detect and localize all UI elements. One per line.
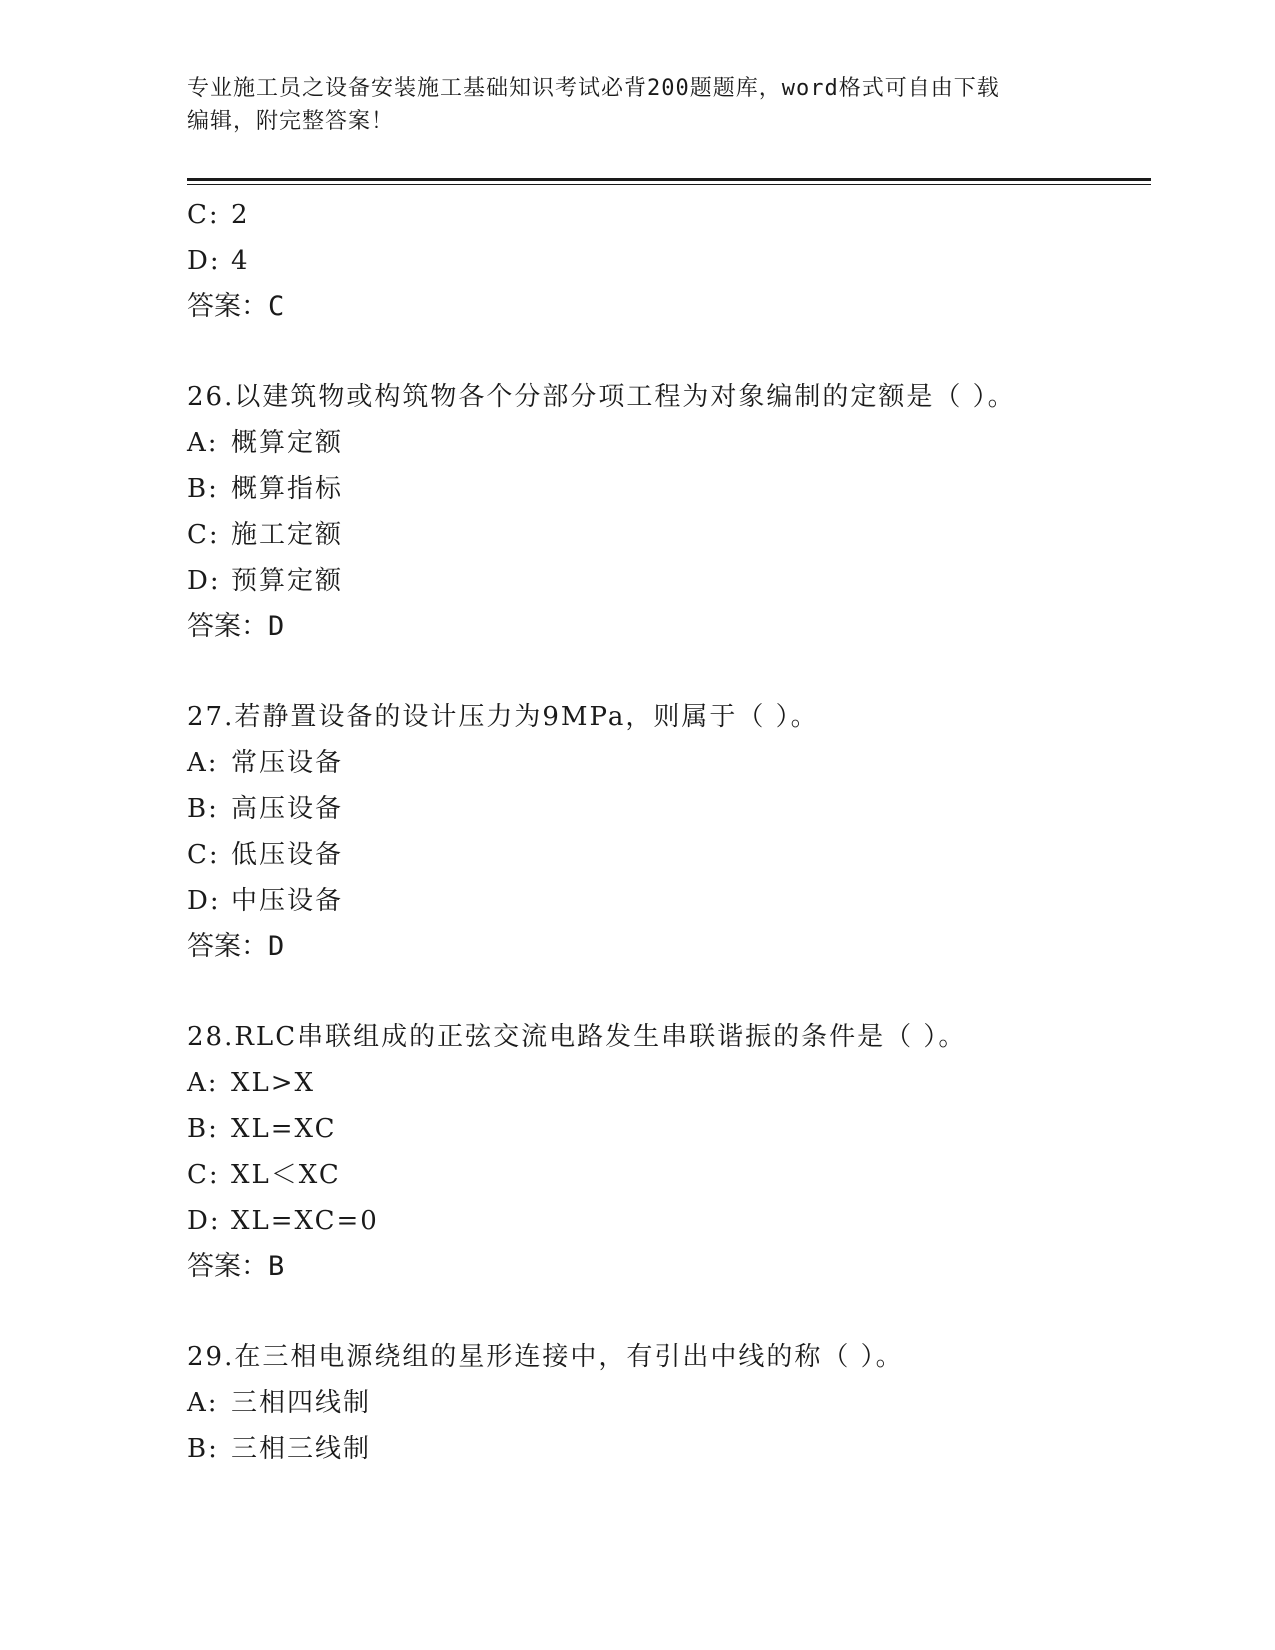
option-c	[187, 832, 1151, 878]
option-key: B:	[187, 474, 219, 504]
option-d	[187, 878, 1151, 924]
answer-line: 答案：B	[187, 1251, 285, 1282]
header-title-line-1: 专业施工员之设备安装施工基础知识考试必背200题题库，word格式可自由下载	[187, 76, 1000, 101]
option-d	[187, 558, 1151, 604]
option-key: B:	[187, 1434, 219, 1464]
question-text: 26.以建筑物或构筑物各个分部分项工程为对象编制的定额是（ ）。	[187, 382, 1016, 412]
question-list	[187, 192, 1151, 1472]
option-d	[187, 238, 1151, 284]
option-c	[187, 512, 1151, 558]
option-key: D:	[187, 1206, 221, 1236]
header-title-line-2: 编辑，附完整答案！	[187, 109, 395, 134]
option-text: 预算定额	[231, 566, 344, 596]
option-key: A:	[187, 1388, 219, 1418]
option-text: XL＜XC	[231, 1160, 341, 1190]
option-text: 2	[231, 200, 250, 230]
option-text: 施工定额	[231, 520, 344, 550]
option-key: D:	[187, 566, 221, 596]
option-text: XL=XC=0	[231, 1206, 379, 1236]
option-text: 概算定额	[231, 428, 344, 458]
option-text: 4	[231, 246, 250, 276]
option-key: C:	[187, 200, 220, 230]
option-text: 中压设备	[231, 886, 344, 916]
answer-line: 答案：D	[187, 931, 285, 962]
option-text: XL=XC	[231, 1114, 337, 1144]
question-text: 28.RLC串联组成的正弦交流电路发生串联谐振的条件是（ ）。	[187, 1022, 967, 1052]
option-d	[187, 1198, 1151, 1244]
option-a	[187, 1060, 1151, 1106]
option-c	[187, 192, 1151, 238]
question-block-25	[187, 192, 1151, 330]
option-key: D:	[187, 886, 221, 916]
option-key: C:	[187, 520, 220, 550]
option-b	[187, 466, 1151, 512]
question-text: 29.在三相电源绕组的星形连接中，有引出中线的称（ ）。	[187, 1342, 904, 1372]
option-b	[187, 786, 1151, 832]
question-block-26	[187, 374, 1151, 650]
question-block-28	[187, 1014, 1151, 1290]
option-key: A:	[187, 1068, 219, 1098]
option-text: 三相三线制	[231, 1434, 372, 1464]
option-a	[187, 740, 1151, 786]
answer-line: 答案：C	[187, 291, 285, 322]
question-block-27	[187, 694, 1151, 970]
option-key: C:	[187, 840, 220, 870]
option-key: D:	[187, 246, 221, 276]
option-key: A:	[187, 748, 219, 778]
option-b	[187, 1106, 1151, 1152]
option-b	[187, 1426, 1151, 1472]
option-text: XL>X	[231, 1068, 316, 1098]
option-a	[187, 420, 1151, 466]
option-a	[187, 1380, 1151, 1426]
option-key: A:	[187, 428, 219, 458]
header-divider-thick	[187, 178, 1151, 181]
header-divider-thin	[187, 184, 1151, 185]
option-key: B:	[187, 794, 219, 824]
option-key: C:	[187, 1160, 220, 1190]
question-block-29	[187, 1334, 1151, 1472]
document-header	[187, 72, 1087, 138]
option-c	[187, 1152, 1151, 1198]
option-text: 常压设备	[231, 748, 344, 778]
answer-line: 答案：D	[187, 611, 285, 642]
option-text: 低压设备	[231, 840, 344, 870]
question-text: 27.若静置设备的设计压力为9MPa，则属于（ ）。	[187, 702, 819, 732]
option-key: B:	[187, 1114, 219, 1144]
option-text: 概算指标	[231, 474, 344, 504]
option-text: 高压设备	[231, 794, 344, 824]
option-text: 三相四线制	[231, 1388, 372, 1418]
